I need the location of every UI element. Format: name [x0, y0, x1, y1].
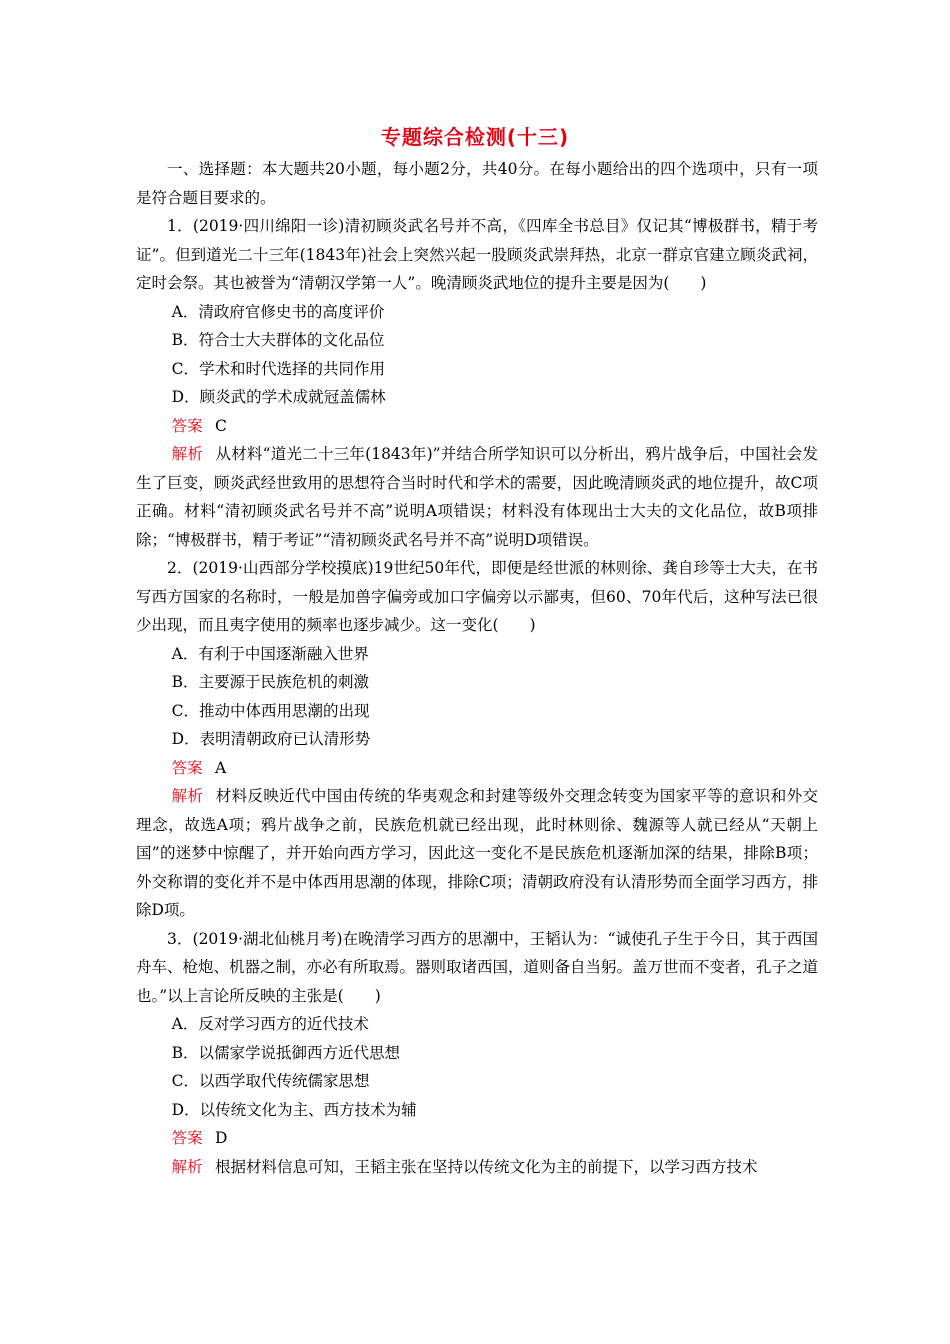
question-3-option-b: B．以儒家学说抵御西方近代思想: [171, 1043, 401, 1062]
question-3-explanation: [136, 1153, 818, 1182]
question-1-explanation: [136, 440, 818, 554]
question-3-option-d: D．以传统文化为主、西方技术为辅: [171, 1100, 417, 1119]
page-title: 专题综合检测(十三): [380, 125, 570, 149]
question-2-explanation: [136, 782, 818, 925]
question-1-option-b: B．符合士大夫群体的文化品位: [171, 331, 385, 349]
question-1-option-c: C．学术和时代选择的共同作用: [171, 359, 386, 378]
explain-label: 解析: [171, 787, 204, 805]
question-1-stem: 1．(2019·四川绵阳一诊)清初顾炎武名号并不高，《四库全书总目》仅记其“博极群书，精于考证”。但到道光二十三年(1843年)社会上突然兴起一股顾炎武崇拜热，北京一群京官建立顾炎武祠，定时会祭。其也被誉为“清朝汉学第一人”。晚清顾炎武地位的提升主要是因为( ): [136, 217, 818, 292]
question-2-option-d: D．表明清朝政府已认清形势: [171, 730, 371, 748]
question-1-option-d: D．顾炎武的学术成就冠盖儒林: [171, 388, 386, 406]
explain-label: 解析: [171, 445, 204, 463]
question-3-answer: [136, 1124, 818, 1153]
question-3-option-c: C．以西学取代传统儒家思想: [171, 1072, 370, 1090]
question-1-explanation-text: 从材料“道光二十三年(1843年)”并结合所学知识可以分析出，鸦片战争后，中国社会发生了巨变，顾炎武经世致用的思想符合当时时代和学术的需要，因此晚清顾炎武的地位提升，故C项正确。材料“清初顾炎武名号并不高”说明A项错误；材料没有体现出士大夫的文化品位，故B项排除；“博极群书，精于考证”“清初顾炎武名号并不高”说明D项错误。: [136, 445, 818, 549]
question-1-option-a: A．清政府官修史书的高度评价: [171, 302, 385, 321]
question-2-explanation-text: 材料反映近代中国由传统的华夷观念和封建等级外交理念转变为国家平等的意识和外交理念，故选A项；鸦片战争之前，民族危机就已经出现，此时林则徐、魏源等人就已经从“天朝上国”的迷梦中惊醒了，并开始向西方学习，因此这一变化不是民族危机逐渐加深的结果，排除B项；外交称谓的变化并不是中体西用思潮的体现，排除C项；清朝政府没有认清形势而全面学习西方，排除D项。: [136, 787, 818, 919]
question-section: [136, 155, 818, 1181]
question-2-answer: [136, 754, 818, 783]
question-3-answer-value: D: [215, 1129, 228, 1147]
question-3-stem: 3．(2019·湖北仙桃月考)在晚清学习西方的思潮中，王韬认为：“诚使孔子生于今日，其于西国舟车、枪炮、机器之制，亦必有所取焉。器则取诸西国，道则备自当躬。盖万世而不变者，孔子之道也。”以上言论所反映的主张是( ): [136, 929, 819, 1005]
question-2-option-a: A．有利于中国逐渐融入世界: [171, 644, 369, 663]
question-1-answer-value: C: [215, 416, 227, 435]
question-3-option-a: A．反对学习西方的近代技术: [171, 1015, 369, 1033]
section-intro: 一、选择题：本大题共20小题，每小题2分，共40分。在每小题给出的四个选项中，只有一项是符合题目要求的。: [136, 160, 818, 207]
question-1-answer: [136, 412, 818, 441]
question-2-answer-value: A: [215, 758, 227, 777]
question-3-explanation-text: 根据材料信息可知，王韬主张在坚持以传统文化为主的前提下，以学习西方技术: [215, 1157, 758, 1176]
explain-label: 解析: [171, 1157, 203, 1176]
question-2-option-b: B．主要源于民族危机的刺激: [171, 673, 370, 691]
question-2-stem: 2．(2019·山西部分学校摸底)19世纪50年代，即便是经世派的林则徐、龚自珍等士大夫，在书写西方国家的名称时，一般是加兽字偏旁或加口字偏旁以示鄙夷，但60、70年代后，这种写法已很少出现，而且夷字使用的频率也逐步减少。这一变化( ): [136, 559, 818, 634]
answer-label: 答案: [171, 1129, 203, 1147]
answer-label: 答案: [171, 758, 203, 777]
question-2-option-c: C．推动中体西用思潮的出现: [171, 701, 370, 720]
answer-label: 答案: [171, 416, 203, 435]
